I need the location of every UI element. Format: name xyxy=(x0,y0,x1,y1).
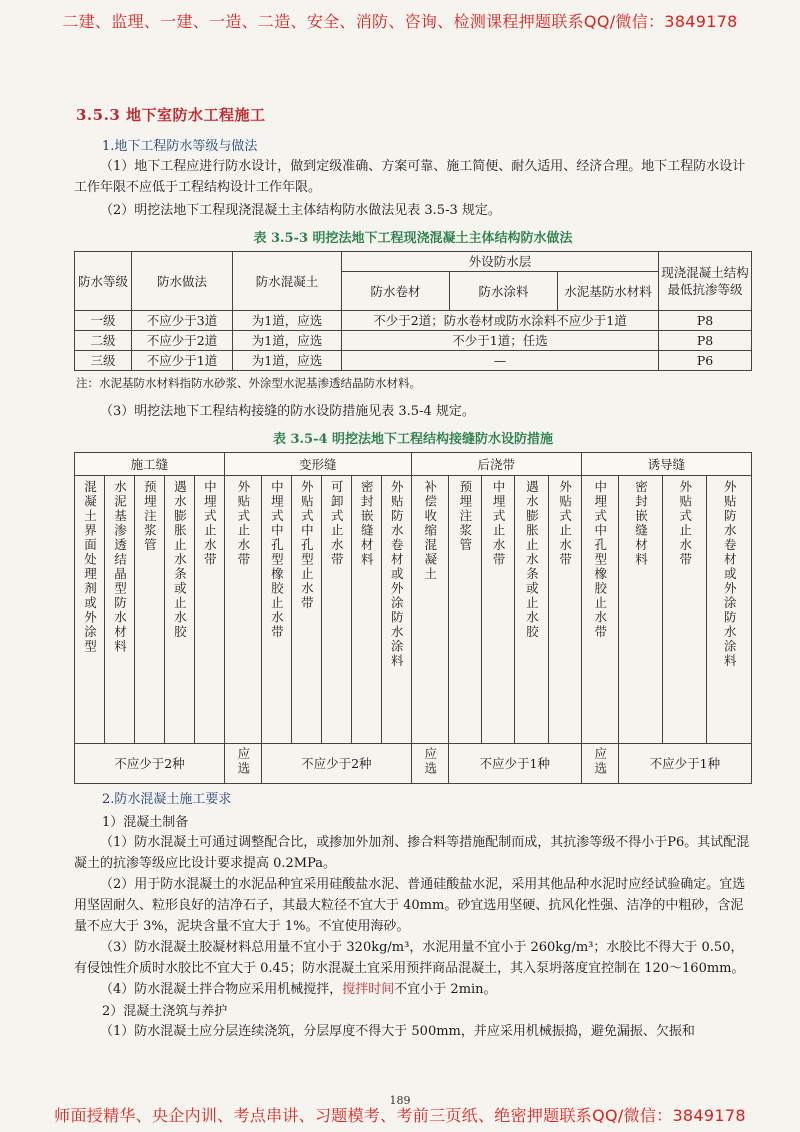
t2-f5: 不应少于1种 xyxy=(448,744,581,784)
t1-h-coating: 防水涂料 xyxy=(449,272,557,311)
paragraph-1: （1）地下工程应进行防水设计，做到定级准确、方案可靠、施工简便、耐久适用、经济合理。地下工程防水设计工作年限不应低于工程结构设计工作年限。 xyxy=(74,159,746,195)
t2-f7: 不应少于1种 xyxy=(618,744,751,784)
t1-r3-method: 不应少于1道 xyxy=(132,351,233,371)
section-title: 3.5.3 地下室防水工程施工 xyxy=(76,106,266,124)
p7-end: 不宜小于 2min。 xyxy=(394,982,497,997)
paragraph-3: （3）明挖法地下工程结构接缝的防水设防措施见表 3.5-4 规定。 xyxy=(100,404,475,419)
t1-r1-method: 不应少于3道 xyxy=(132,311,233,331)
table-row xyxy=(75,476,752,744)
page-number: 189 xyxy=(389,1094,411,1107)
t1-h-grade: 现浇混凝土结构最低抗渗等级 xyxy=(659,252,752,311)
t1-r2-method: 不应少于2道 xyxy=(132,331,233,351)
paragraph-5: （2）用于防水混凝土的水泥品种宜采用硅酸盐水泥、普通硅酸盐水泥，采用其他品种水泥时应经试验确定。宜选用坚固耐久、粒形良好的洁净石子，其最大粒径不宜大于 40mm。砂宜选用坚硬、抗风化性强、洁净的中粗砂，含泥量不应大于 3%，泥块含量不宜大于 1%。不宜使用海砂。 xyxy=(74,877,746,934)
table-joint-measures xyxy=(74,452,752,784)
paragraph-8: （1）防水混凝土应分层连续浇筑，分层厚度不得大于 500mm，并应采用机械振捣，避免漏振、欠振和 xyxy=(100,1024,695,1039)
t1-h-method: 防水做法 xyxy=(132,252,233,311)
t1-r3-grade: P6 xyxy=(659,351,752,371)
subheading-2b: 2）混凝土浇筑与养护 xyxy=(102,1004,228,1019)
t1-h-cement: 水泥基防水材料 xyxy=(558,272,659,311)
paragraph-4: （1）防水混凝土可通过调整配合比，或掺加外加剂、掺合料等措施配制而成，其抗渗等级不得小于P6。其试配混凝土的抗渗等级应比设计要求提高 0.2MPa。 xyxy=(74,835,750,871)
paragraph-6: （3）防水混凝土胶凝材料总用量不宜小于 320kg/m³，水泥用量不宜小于 260kg/m³；水胶比不得大于 0.50，有侵蚀性介质时水胶比不宜大于 0.45；防水混凝土宜采用预拌商品混凝土，其入泵坍落度宜控制在 120～160mm。 xyxy=(74,940,745,976)
t2-c16: 外贴式止水带 xyxy=(557,480,573,567)
t2-c20: 外贴防水卷材或外涂防水涂料 xyxy=(722,480,738,669)
paragraph-7 xyxy=(74,979,752,1000)
p7-start: （4）防水混凝土拌合物应采用机械搅拌， xyxy=(100,982,343,997)
t2-c13: 预埋注浆管 xyxy=(457,480,473,553)
t2-c10: 密封嵌缝材料 xyxy=(359,480,375,567)
paragraph-2: （2）明挖法地下工程现浇混凝土主体结构防水做法见表 3.5-3 规定。 xyxy=(100,203,501,218)
subheading-2a: 1）混凝土制备 xyxy=(102,815,189,830)
t2-c3: 预埋注浆管 xyxy=(142,480,158,553)
t1-r3-level: 三级 xyxy=(75,351,132,371)
t1-r2-grade: P8 xyxy=(659,331,752,351)
t2-f3: 不应少于2种 xyxy=(261,744,411,784)
t2-c5: 中埋式止水带 xyxy=(202,480,218,567)
t2-c11: 外贴防水卷材或外涂防水涂料 xyxy=(389,480,405,669)
t2-c8: 外贴式中孔型止水带 xyxy=(299,480,315,611)
t2-f2: 应选 xyxy=(235,747,251,776)
t1-r2-level: 二级 xyxy=(75,331,132,351)
p7-highlight: 搅拌时间 xyxy=(342,982,395,997)
table-row xyxy=(75,351,752,371)
t2-c17: 中埋式中孔型橡胶止水带 xyxy=(592,480,608,640)
table-row xyxy=(75,311,752,331)
bottom-banner: 师面授精华、央企内训、考点串讲、习题模考、考前三页纸、绝密押题联系QQ/微信：3849178 xyxy=(54,1106,746,1125)
t2-c19: 外贴式止水带 xyxy=(677,480,693,567)
t1-r1-level: 一级 xyxy=(75,311,132,331)
table1-title: 表 3.5-3 明挖法地下工程现浇混凝土主体结构防水做法 xyxy=(253,231,573,246)
t2-g3: 后浇带 xyxy=(411,453,581,476)
t1-h-level: 防水等级 xyxy=(75,252,132,311)
table-row xyxy=(75,744,752,784)
t2-c15: 遇水膨胀止水条或止水胶 xyxy=(524,480,540,640)
t2-f4: 应选 xyxy=(422,747,438,776)
t1-h-membrane: 防水卷材 xyxy=(342,272,450,311)
t1-r2-external: 不少于1道；任选 xyxy=(342,331,659,351)
t2-g2: 变形缝 xyxy=(224,453,411,476)
t1-r1-external: 不少于2道；防水卷材或防水涂料不应少于1道 xyxy=(342,311,659,331)
t1-r1-grade: P8 xyxy=(659,311,752,331)
top-banner: 二建、监理、一建、一造、二造、安全、消防、咨询、检测课程押题联系QQ/微信：3849178 xyxy=(62,12,738,31)
t2-c7: 中埋式中孔型橡胶止水带 xyxy=(269,480,285,640)
table-row xyxy=(75,331,752,351)
document-body xyxy=(74,104,752,1042)
t2-c6: 外贴式止水带 xyxy=(235,480,251,567)
t1-r1-concrete: 为1道，应选 xyxy=(233,311,342,331)
t2-c14: 中埋式止水带 xyxy=(491,480,507,567)
t1-r3-concrete: 为1道，应选 xyxy=(233,351,342,371)
table2-title: 表 3.5-4 明挖法地下工程结构接缝防水设防措施 xyxy=(272,432,554,447)
t2-f6: 应选 xyxy=(592,747,608,776)
t2-f1: 不应少于2种 xyxy=(75,744,225,784)
t2-c1: 混凝土界面处理剂或外涂型 xyxy=(82,480,98,654)
t1-r2-concrete: 为1道，应选 xyxy=(233,331,342,351)
t2-c4: 遇水膨胀止水条或止水胶 xyxy=(172,480,188,640)
table-waterproof-methods xyxy=(74,251,752,371)
subheading-1: 1.地下工程防水等级与做法 xyxy=(102,139,258,154)
t1-r3-external: — xyxy=(342,351,659,371)
t1-h-concrete: 防水混凝土 xyxy=(233,252,342,311)
t2-c18: 密封嵌缝材料 xyxy=(633,480,649,567)
subheading-2: 2.防水混凝土施工要求 xyxy=(102,792,232,807)
t2-c9: 可卸式止水带 xyxy=(329,480,345,567)
table1-note: 注：水泥基防水材料指防水砂浆、外涂型水泥基渗透结晶防水材料。 xyxy=(76,376,421,390)
t1-h-external: 外设防水层 xyxy=(342,252,659,272)
t2-c12: 补偿收缩混凝土 xyxy=(422,480,438,582)
t2-g1: 施工缝 xyxy=(75,453,225,476)
t2-c2: 水泥基渗透结晶型防水材料 xyxy=(112,480,128,654)
t2-g4: 诱导缝 xyxy=(581,453,751,476)
